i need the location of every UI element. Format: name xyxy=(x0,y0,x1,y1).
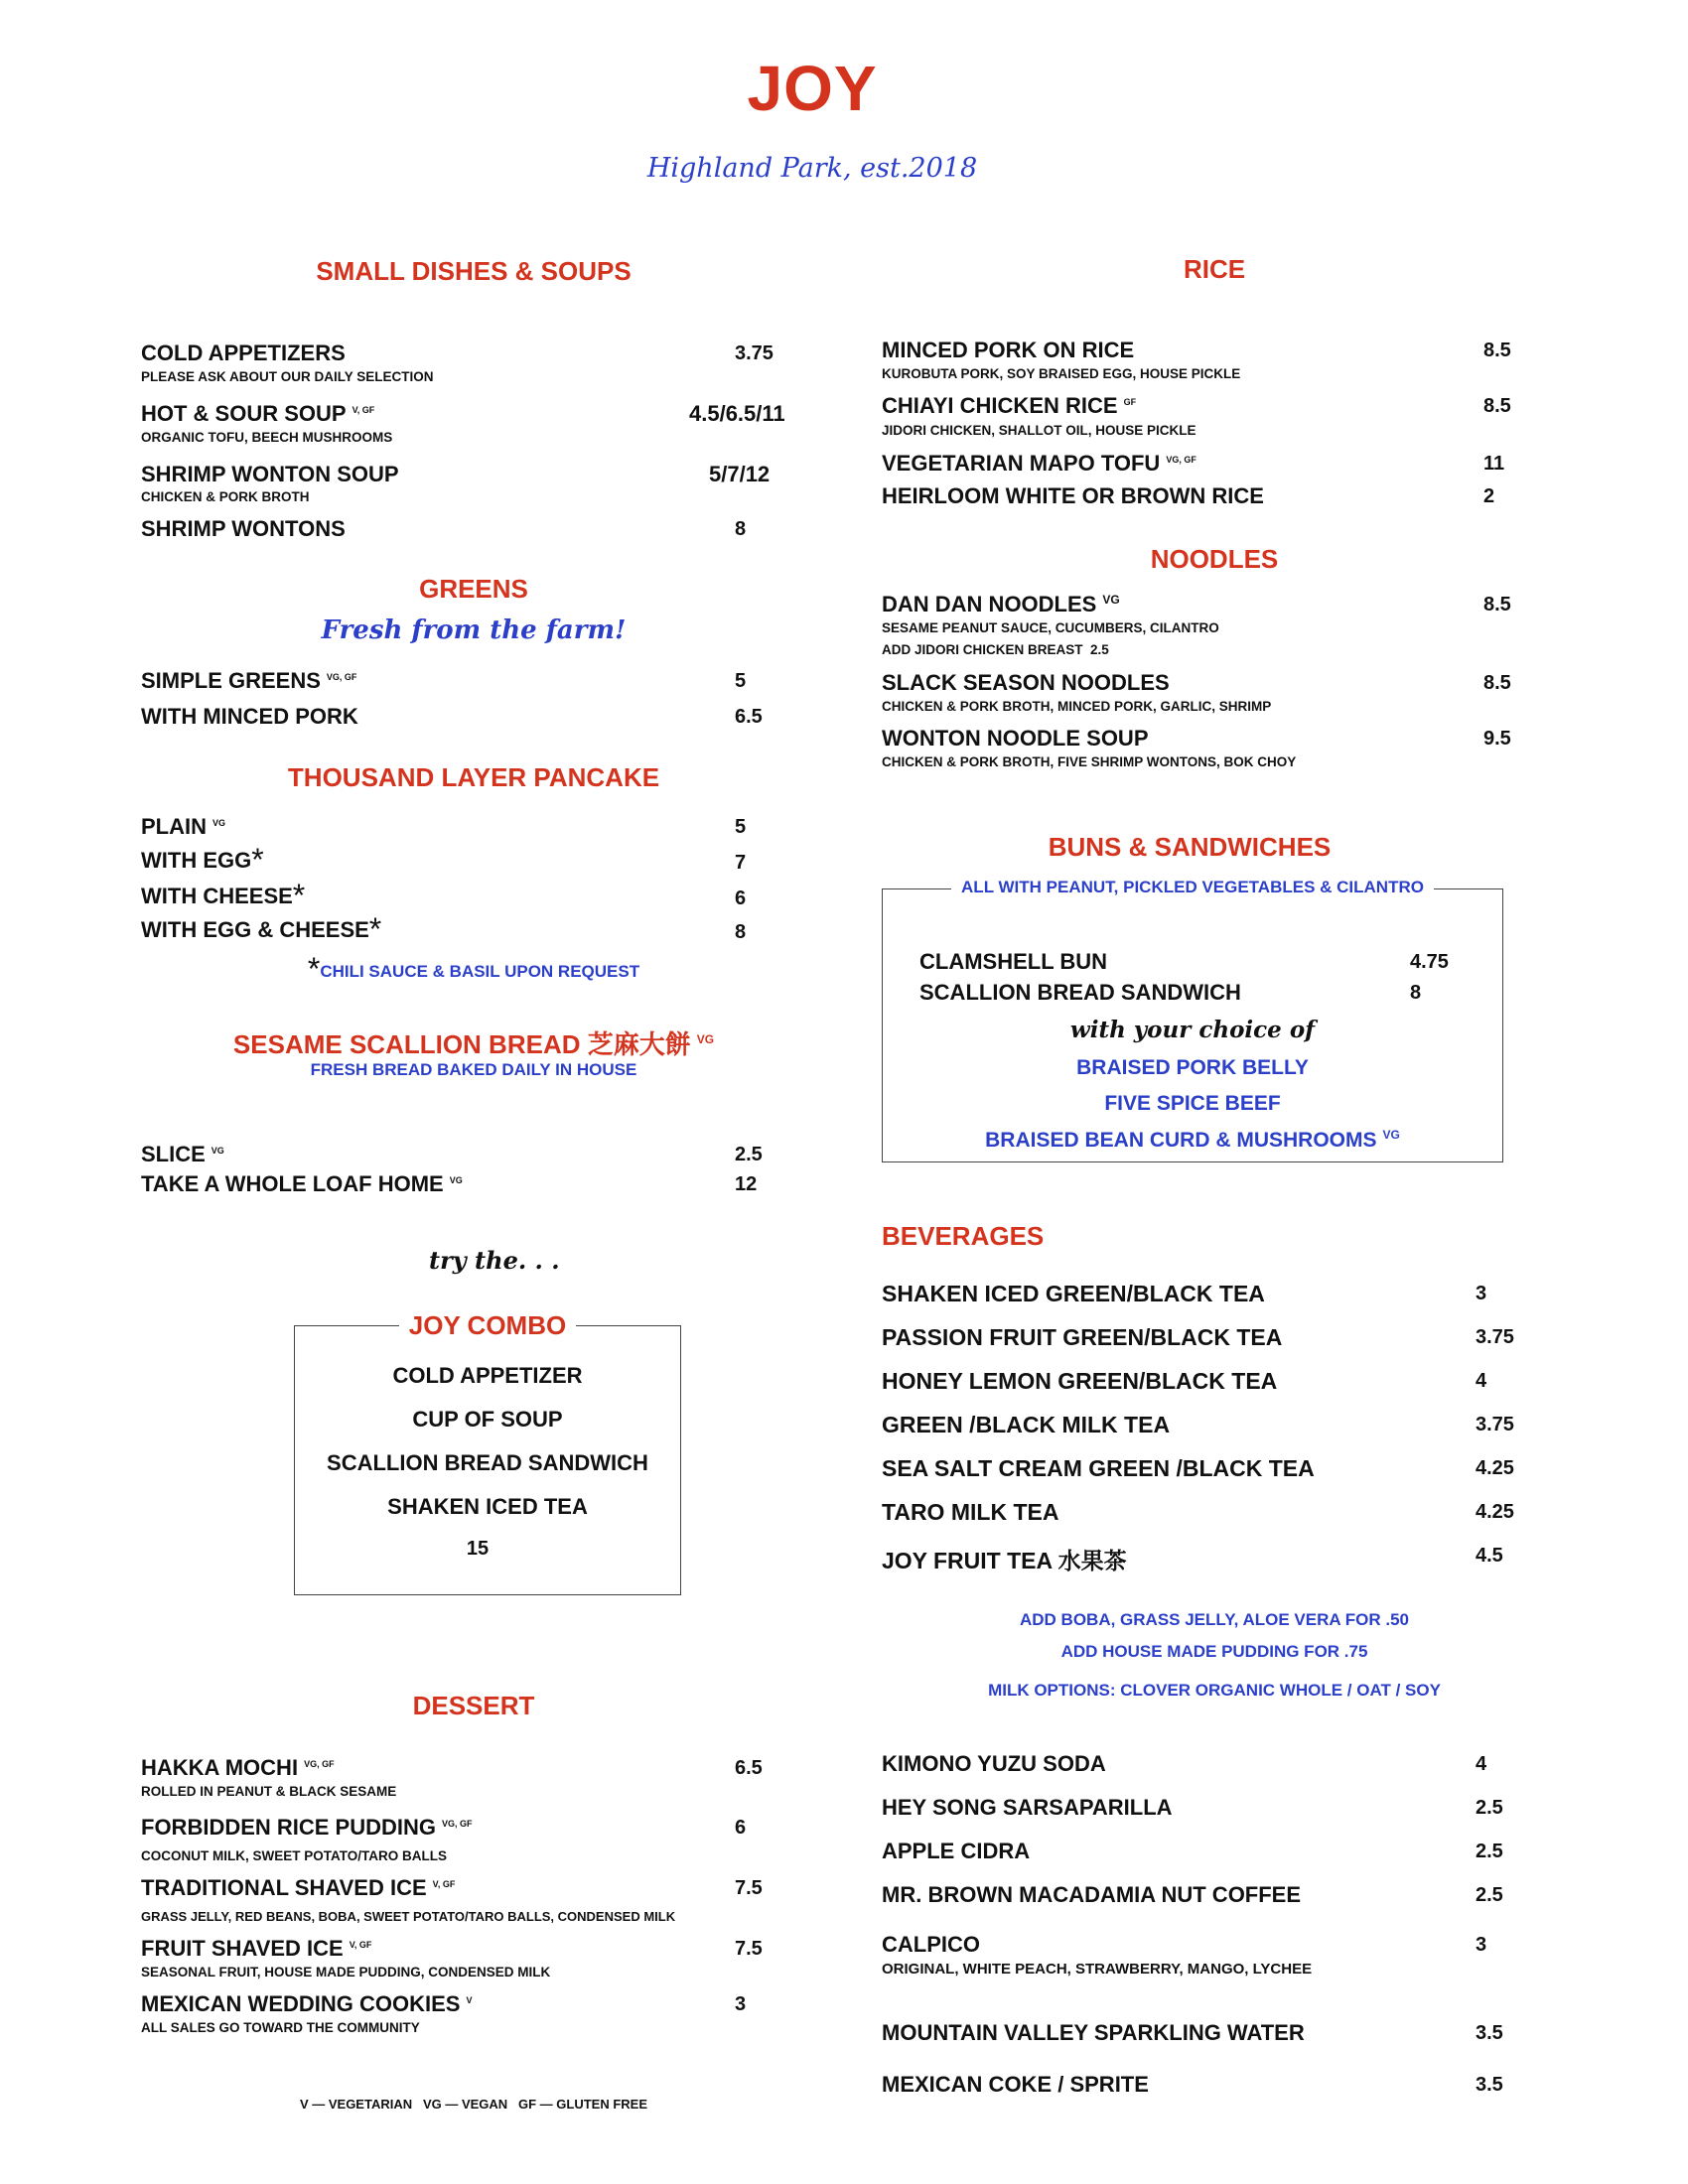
menu-item-price: 5 xyxy=(735,670,747,692)
menu-item-desc: ORIGINAL, WHITE PEACH, STRAWBERRY, MANGO, LYCHEE xyxy=(882,1961,1313,1978)
menu-item-name: SCALLION BREAD SANDWICH xyxy=(919,980,1241,1005)
menu-item-price: 4 xyxy=(1476,1753,1487,1775)
menu-item-name: APPLE CIDRA xyxy=(882,1839,1031,1863)
menu-item-price: 2 xyxy=(1483,485,1495,507)
diet-tag: VG xyxy=(212,817,226,828)
buns-option: FIVE SPICE BEEF xyxy=(1104,1092,1281,1115)
menu-item-desc: JIDORI CHICKEN, SHALLOT OIL, HOUSE PICKLE xyxy=(882,423,1196,438)
menu-item-price: 7.5 xyxy=(735,1877,763,1899)
menu-item-name: PLAIN $^{VG}$ xyxy=(141,814,226,839)
menu-item-name: CALPICO xyxy=(882,1932,980,1957)
menu-item-name: WITH MINCED PORK xyxy=(141,704,358,729)
menu-item-price: 3.75 xyxy=(735,342,774,364)
menu-item-desc: CHICKEN & PORK BROTH, MINCED PORK, GARLIC, SHRIMP xyxy=(882,699,1272,714)
section-heading-dessert: DESSERT xyxy=(412,1691,535,1720)
menu-item-price: 4 xyxy=(1476,1370,1487,1392)
menu-item-price: 3.75 xyxy=(1476,1414,1514,1435)
menu-item-price: 3.5 xyxy=(1476,2022,1503,2044)
menu-item-name: WONTON NOODLE SOUP xyxy=(882,726,1149,751)
menu-item-addon: ADD JIDORI CHICKEN BREAST 2.5 xyxy=(882,642,1109,657)
menu-item-price: 5/7/12 xyxy=(709,462,771,486)
menu-item-name: TAKE A WHOLE LOAF HOME $^{VG}$ xyxy=(141,1171,463,1196)
menu-item-name: TRADITIONAL SHAVED ICE $^{V, GF}$ xyxy=(141,1875,456,1900)
diet-tag: VG, GF xyxy=(1166,454,1196,465)
menu-item-desc: CHICKEN & PORK BROTH xyxy=(141,489,310,504)
menu-item-desc: ROLLED IN PEANUT & BLACK SESAME xyxy=(141,1784,397,1799)
diet-tag: VG xyxy=(1102,592,1120,607)
combo-line: COLD APPETIZER xyxy=(392,1363,583,1388)
menu-item-price: 4.5 xyxy=(1476,1545,1503,1567)
section-heading-buns: BUNS & SANDWICHES xyxy=(1048,832,1332,862)
menu-item-price: 4.75 xyxy=(1410,951,1449,973)
asterisk: * xyxy=(368,911,382,947)
menu-item-price: 6.5 xyxy=(735,1757,763,1779)
menu-item-price: 3 xyxy=(1476,1934,1487,1956)
section-heading-bread: SESAME SCALLION BREAD 芝麻大餅 $^{VG}$ xyxy=(232,1029,715,1059)
combo-intro: try the. . . xyxy=(429,1246,560,1275)
menu-item-price: 2.5 xyxy=(735,1144,763,1165)
menu-item-name: MOUNTAIN VALLEY SPARKLING WATER xyxy=(882,2020,1305,2045)
milk-options: MILK OPTIONS: CLOVER ORGANIC WHOLE / OAT / SOY xyxy=(988,1681,1441,1700)
asterisk: * xyxy=(292,878,306,913)
menu-item-name: SHRIMP WONTON SOUP xyxy=(141,462,399,486)
diet-tag: VG, GF xyxy=(304,1758,335,1769)
section-heading-small-dishes: SMALL DISHES & SOUPS xyxy=(316,256,632,286)
diet-legend: V — VEGETARIAN VG — VEGAN GF — GLUTEN FREE xyxy=(299,2097,648,2112)
menu-item-price: 8.5 xyxy=(1483,395,1511,417)
section-heading-noodles: NOODLES xyxy=(1150,544,1279,574)
menu-item-desc: PLEASE ASK ABOUT OUR DAILY SELECTION xyxy=(141,369,434,384)
menu-item-name: WITH EGG & CHEESE* xyxy=(141,911,382,947)
menu-item-name: HAKKA MOCHI $^{VG, GF}$ xyxy=(141,1755,335,1780)
menu-item-name: MEXICAN WEDDING COOKIES $^V$ xyxy=(141,1991,473,2016)
menu-item-price: 6.5 xyxy=(735,706,763,728)
menu-item-price: 3.75 xyxy=(1476,1326,1514,1348)
menu-item-desc: CHICKEN & PORK BROTH, FIVE SHRIMP WONTONS, BOK CHOY xyxy=(882,754,1297,769)
menu-item-name: WITH CHEESE* xyxy=(141,878,306,913)
section-heading-beverages: BEVERAGES xyxy=(882,1221,1045,1251)
menu-item-desc: COCONUT MILK, SWEET POTATO/TARO BALLS xyxy=(141,1848,447,1863)
buns-option: BRAISED BEAN CURD & MUSHROOMS $^{VG}$ xyxy=(985,1128,1400,1152)
menu-item-desc: SEASONAL FRUIT, HOUSE MADE PUDDING, CONDENSED MILK xyxy=(141,1965,551,1979)
menu-item-name: SLICE $^{VG}$ xyxy=(141,1142,224,1166)
menu-item-price: 4.25 xyxy=(1476,1501,1514,1523)
menu-item-name: DAN DAN NOODLES $^{VG}$ xyxy=(882,592,1120,616)
beverage-addon: ADD BOBA, GRASS JELLY, ALOE VERA FOR .50 xyxy=(1019,1610,1409,1629)
menu-item-name: GREEN /BLACK MILK TEA xyxy=(882,1412,1171,1437)
menu-item-desc: KUROBUTA PORK, SOY BRAISED EGG, HOUSE PICKLE xyxy=(882,366,1241,381)
menu-item-price: 5 xyxy=(735,816,747,838)
menu-item-price: 2.5 xyxy=(1476,1797,1503,1819)
menu-item-name: FORBIDDEN RICE PUDDING $^{VG, GF}$ xyxy=(141,1815,473,1840)
restaurant-title: JOY xyxy=(747,53,878,124)
menu-item-price: 8 xyxy=(735,518,747,540)
diet-tag: VG xyxy=(211,1145,224,1156)
buns-box-label: ALL WITH PEANUT, PICKLED VEGETABLES & CILANTRO xyxy=(882,878,1503,897)
menu-item-price: 8.5 xyxy=(1483,594,1511,615)
menu-item-name: SEA SALT CREAM GREEN /BLACK TEA xyxy=(882,1455,1315,1481)
beverage-addon: ADD HOUSE MADE PUDDING FOR .75 xyxy=(1060,1642,1368,1661)
menu-item-name: FRUIT SHAVED ICE $^{V, GF}$ xyxy=(141,1936,372,1961)
diet-tag: V xyxy=(466,1994,473,2005)
restaurant-subtitle: Highland Park, est.2018 xyxy=(646,153,978,184)
bread-subheading: FRESH BREAD BAKED DAILY IN HOUSE xyxy=(310,1060,637,1079)
menu-item-price: 4.25 xyxy=(1476,1457,1514,1479)
section-heading-greens: GREENS xyxy=(419,574,528,604)
diet-tag: GF xyxy=(1123,396,1137,407)
menu-item-price: 4.5/6.5/11 xyxy=(689,401,785,426)
menu-item-name: HEIRLOOM WHITE OR BROWN RICE xyxy=(882,483,1264,508)
greens-tagline: Fresh from the farm! xyxy=(321,615,627,645)
menu-item-price: 8.5 xyxy=(1483,340,1511,361)
menu-item-name: KIMONO YUZU SODA xyxy=(882,1751,1106,1776)
menu-item-name: MEXICAN COKE / SPRITE xyxy=(882,2072,1149,2097)
diet-tag: V, GF xyxy=(349,1939,372,1950)
menu-item-price: 8.5 xyxy=(1483,672,1511,694)
menu-item-name: CHIAYI CHICKEN RICE $^{GF}$ xyxy=(882,393,1137,418)
menu-item-price: 8 xyxy=(735,921,747,943)
menu-item-desc: GRASS JELLY, RED BEANS, BOBA, SWEET POTATO/TARO BALLS, CONDENSED MILK xyxy=(141,1909,676,1924)
menu-item-price: 2.5 xyxy=(1476,1884,1503,1906)
diet-tag: VG xyxy=(449,1174,463,1185)
menu-item-name: MINCED PORK ON RICE xyxy=(882,338,1135,362)
menu-item-name: WITH EGG* xyxy=(141,842,264,878)
menu-item-name: JOY FRUIT TEA 水果茶 xyxy=(882,1548,1127,1573)
diet-tag: VG, GF xyxy=(326,671,357,682)
menu-item-name: HOT & SOUR SOUP $^{V, GF}$ xyxy=(141,401,375,426)
section-heading-rice: RICE xyxy=(1183,254,1246,284)
buns-option: BRAISED PORK BELLY xyxy=(1076,1056,1309,1079)
menu-item-price: 7.5 xyxy=(735,1938,763,1960)
menu-item-price: 12 xyxy=(735,1173,758,1195)
menu-item-price: 6 xyxy=(735,887,747,909)
menu-item-name: HONEY LEMON GREEN/BLACK TEA xyxy=(882,1368,1278,1394)
combo-line: CUP OF SOUP xyxy=(412,1407,563,1432)
menu-item-desc: ALL SALES GO TOWARD THE COMMUNITY xyxy=(141,2020,420,2035)
menu-item-desc: SESAME PEANUT SAUCE, CUCUMBERS, CILANTRO xyxy=(882,620,1219,635)
menu-item-name: CLAMSHELL BUN xyxy=(919,949,1108,974)
menu-item-price: 3.5 xyxy=(1476,2074,1503,2096)
menu-item-price: 3 xyxy=(1476,1283,1487,1304)
menu-item-price: 9.5 xyxy=(1483,728,1511,750)
menu-item-name: SIMPLE GREENS $^{VG, GF}$ xyxy=(141,668,357,693)
menu-item-name: SHAKEN ICED GREEN/BLACK TEA xyxy=(882,1281,1265,1306)
menu-item-name: PASSION FRUIT GREEN/BLACK TEA xyxy=(882,1324,1283,1350)
section-heading-combo: JOY COMBO xyxy=(294,1310,681,1341)
section-heading-pancake: THOUSAND LAYER PANCAKE xyxy=(287,762,660,792)
menu-item-name: HEY SONG SARSAPARILLA xyxy=(882,1795,1173,1820)
menu-item-price: 11 xyxy=(1483,453,1505,475)
pancake-note: *CHILI SAUCE & BASIL UPON REQUEST xyxy=(307,951,640,987)
menu-item-desc: ORGANIC TOFU, BEECH MUSHROOMS xyxy=(141,430,393,445)
menu-item-price: 8 xyxy=(1410,982,1422,1004)
menu-item-name: COLD APPETIZERS xyxy=(141,341,346,365)
combo-line: SHAKEN ICED TEA xyxy=(387,1494,588,1519)
menu-item-name: SHRIMP WONTONS xyxy=(141,516,346,541)
menu-item-name: SLACK SEASON NOODLES xyxy=(882,670,1170,695)
menu-item-price: 2.5 xyxy=(1476,1841,1503,1862)
menu-item-price: 3 xyxy=(735,1993,747,2015)
menu-item-price: 6 xyxy=(735,1817,747,1839)
menu-item-name: MR. BROWN MACADAMIA NUT COFFEE xyxy=(882,1882,1302,1907)
diet-tag: VG, GF xyxy=(442,1818,473,1829)
menu-item-name: VEGETARIAN MAPO TOFU $^{VG, GF}$ xyxy=(882,451,1196,476)
combo-price: 15 xyxy=(466,1538,490,1560)
buns-choice-text: with your choice of xyxy=(1069,1017,1316,1043)
asterisk: * xyxy=(251,842,264,878)
diet-tag: V, GF xyxy=(352,404,375,415)
menu-item-name: TARO MILK TEA xyxy=(882,1499,1059,1525)
menu-item-price: 7 xyxy=(735,852,747,874)
combo-line: SCALLION BREAD SANDWICH xyxy=(327,1450,648,1475)
diet-tag: V, GF xyxy=(432,1878,456,1889)
